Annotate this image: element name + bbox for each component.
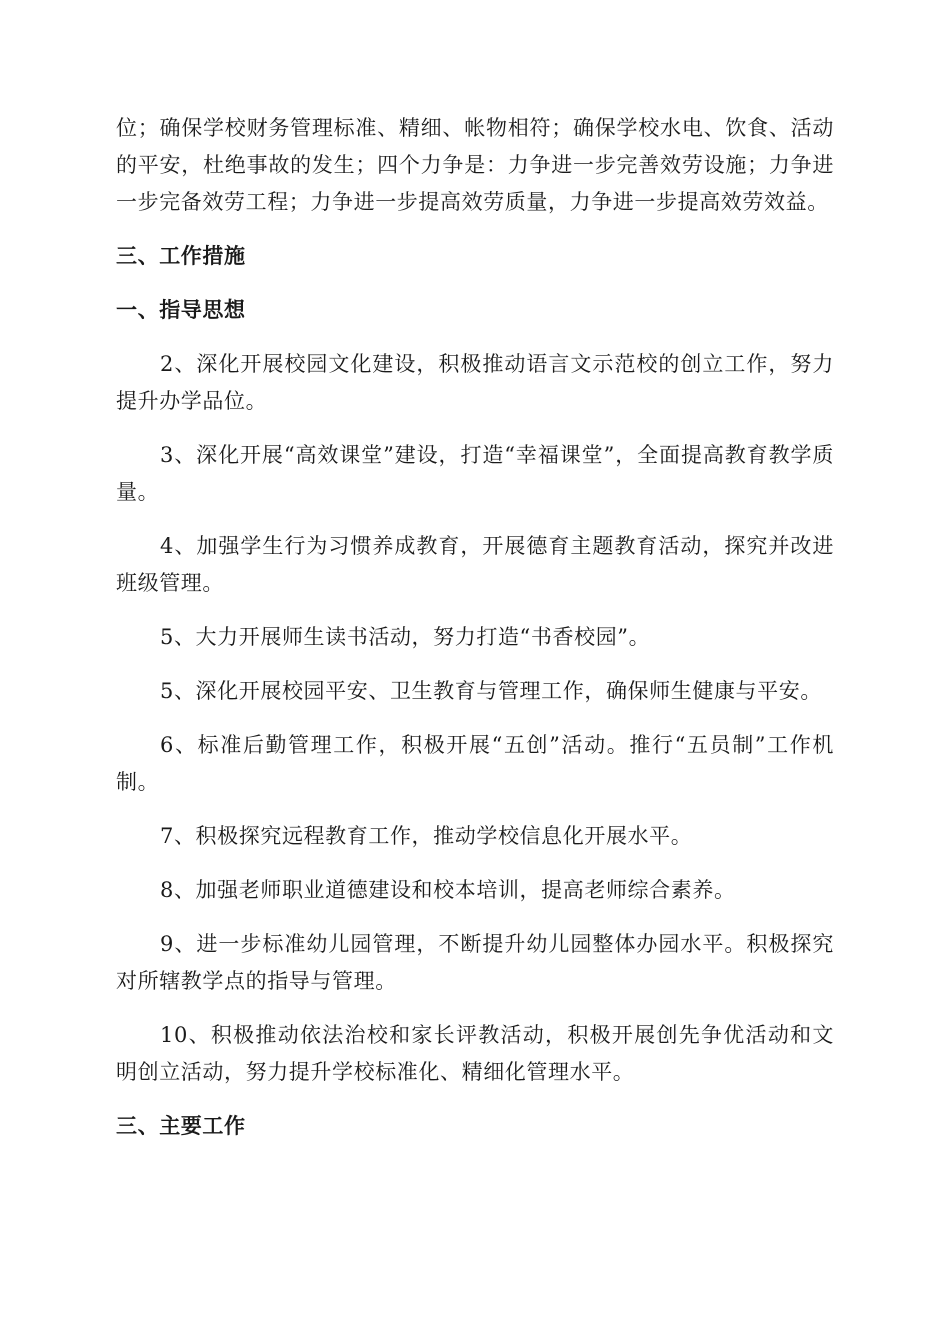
heading-guiding-ideology: 一、指导思想: [116, 298, 246, 322]
paragraph-item-3: 3、深化开展“高效课堂”建设，打造“幸福课堂”，全面提高教育教学质量。: [116, 443, 834, 504]
document-body: [116, 110, 834, 1162]
paragraph-item-7: 7、积极探究远程教育工作，推动学校信息化开展水平。: [160, 824, 693, 848]
heading-work-measures: 三、工作措施: [116, 244, 246, 268]
paragraph-item-4: 4、加强学生行为习惯养成教育，开展德育主题教育活动，探究并改进班级管理。: [116, 534, 834, 595]
paragraph-item-8: 8、加强老师职业道德建设和校本培训，提高老师综合素养。: [160, 878, 736, 902]
paragraph-item-6: 6、标准后勤管理工作，积极开展“五创”活动。推行“五员制”工作机制。: [116, 733, 834, 794]
paragraph-item-10: 10、积极推动依法治校和家长评教活动，积极开展创先争优活动和文明创立活动，努力提升学校标准化、精细化管理水平。: [116, 1023, 834, 1084]
paragraph-item-5a: 5、大力开展师生读书活动，努力打造“书香校园”。: [160, 625, 651, 649]
paragraph-safety-goals: 位；确保学校财务管理标准、精细、帐物相符；确保学校水电、饮食、活动的平安，杜绝事故的发生；四个力争是：力争进一步完善效劳设施；力争进一步完备效劳工程；力争进一步提高效劳质量，力争进一步提高效劳效益。: [116, 116, 834, 214]
paragraph-item-9: 9、进一步标准幼儿园管理，不断提升幼儿园整体办园水平。积极探究对所辖教学点的指导与管理。: [116, 932, 834, 993]
paragraph-item-5b: 5、深化开展校园平安、卫生教育与管理工作，确保师生健康与平安。: [160, 679, 822, 703]
paragraph-item-2: 2、深化开展校园文化建设，积极推动语言文示范校的创立工作，努力提升办学品位。: [116, 352, 834, 413]
heading-main-work: 三、主要工作: [116, 1114, 246, 1138]
